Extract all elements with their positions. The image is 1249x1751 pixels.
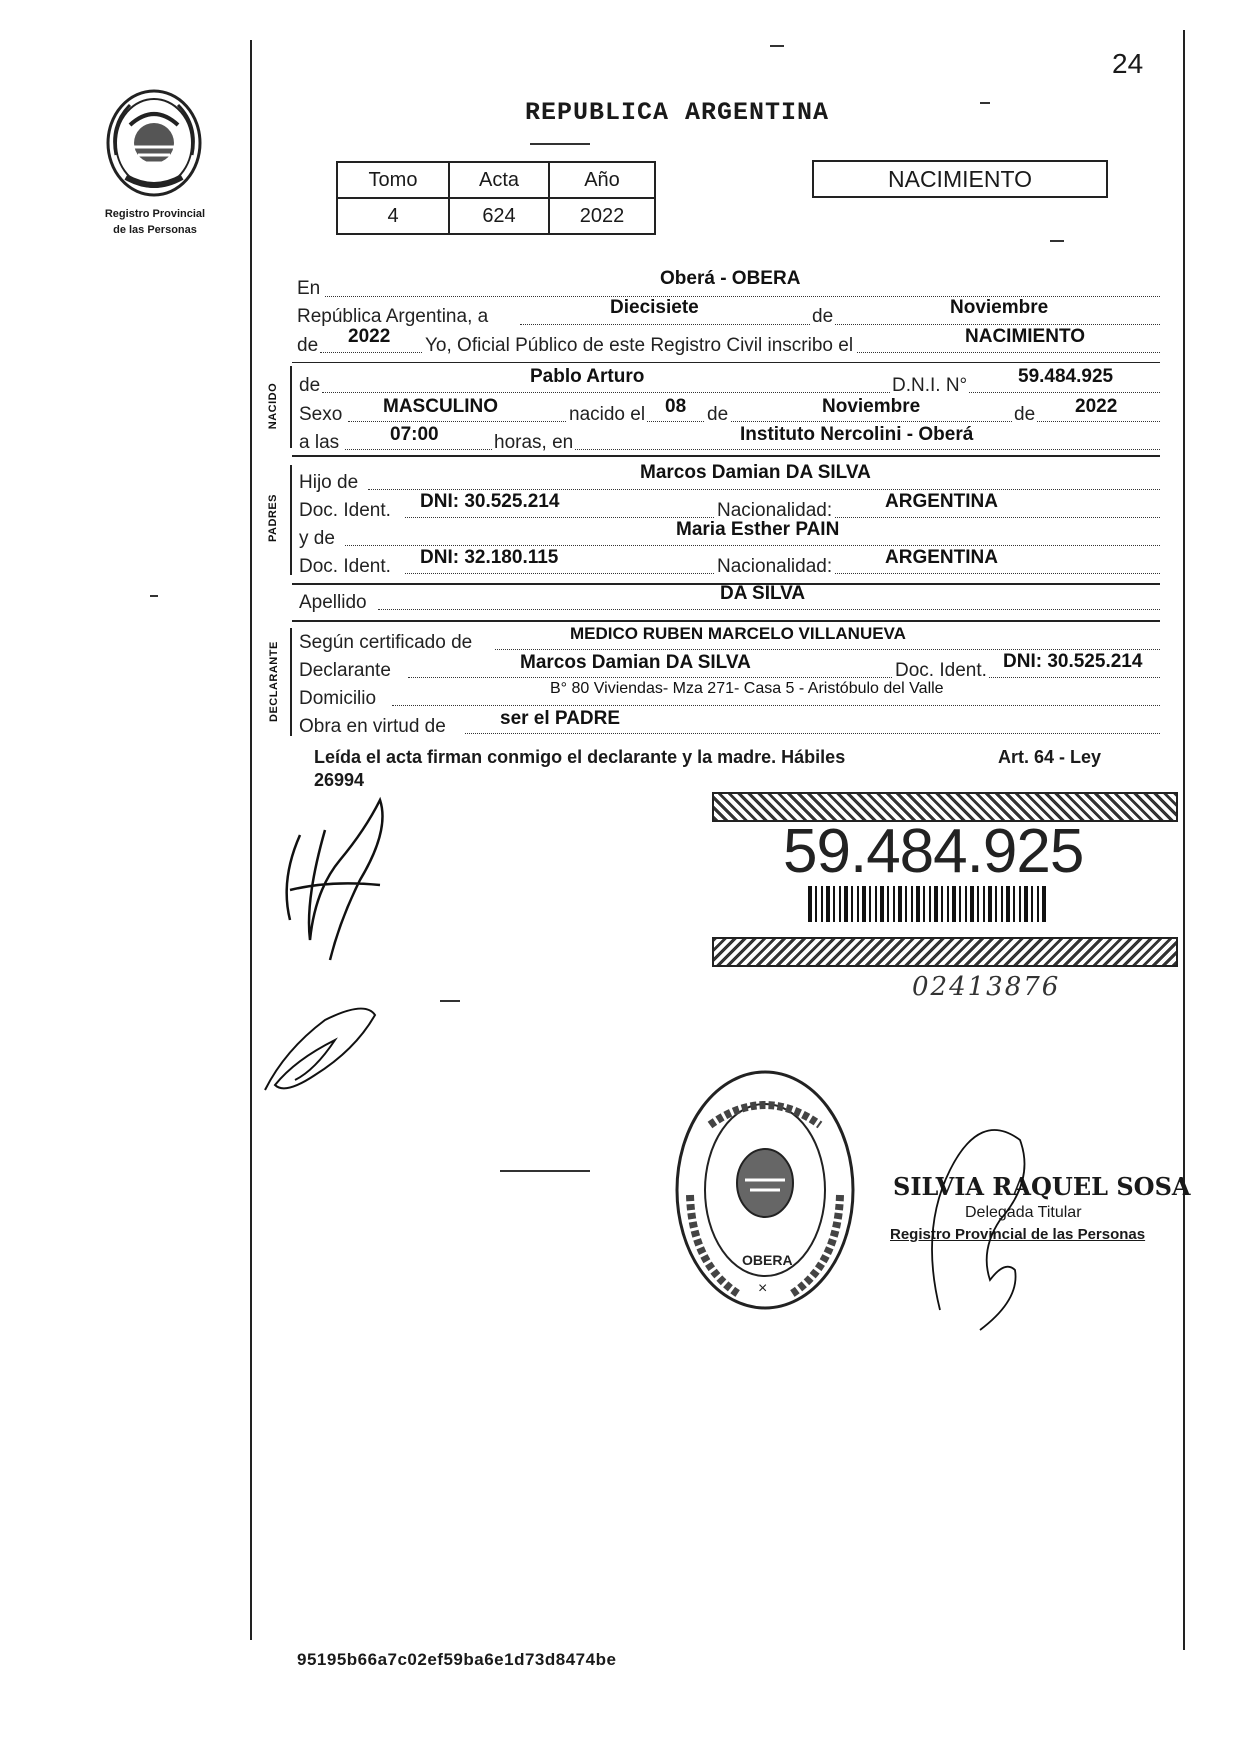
dotted-line bbox=[408, 677, 1160, 678]
day-words-value: Diecisiete bbox=[610, 297, 699, 318]
padres-section-label: PADRES bbox=[267, 493, 279, 543]
horas-label: horas, en bbox=[494, 432, 574, 453]
province-logo bbox=[100, 85, 208, 197]
a-las-label: a las bbox=[299, 432, 340, 453]
father-nationality-value: ARGENTINA bbox=[885, 491, 998, 512]
obra-label: Obra en virtud de bbox=[299, 716, 446, 737]
dotted-line bbox=[392, 705, 1160, 706]
scan-mark bbox=[500, 1170, 590, 1172]
place-value: Oberá - OBERA bbox=[660, 268, 801, 289]
nacido-de-2-label: de bbox=[707, 404, 729, 425]
nacido-de-3-label: de bbox=[1014, 404, 1036, 425]
nacido-bracket bbox=[290, 366, 292, 448]
seal-city-text: OBERA bbox=[742, 1252, 793, 1268]
header-acta: Acta bbox=[449, 162, 549, 198]
act-type-label: NACIMIENTO bbox=[888, 166, 1032, 192]
declarante-label: Declarante bbox=[299, 660, 391, 681]
dotted-line bbox=[322, 392, 1160, 393]
logo-caption-2: de las Personas bbox=[113, 224, 197, 236]
signature-declarante bbox=[270, 790, 410, 980]
act-kind-value: NACIMIENTO bbox=[965, 326, 1085, 347]
birth-time-value: 07:00 bbox=[390, 424, 439, 445]
value-tomo: 4 bbox=[337, 198, 449, 234]
apellido-value: DA SILVA bbox=[720, 583, 806, 604]
child-dni-value: 59.484.925 bbox=[1018, 366, 1114, 387]
header-tomo: Tomo bbox=[337, 162, 449, 198]
declarante-doc-value: DNI: 30.525.214 bbox=[1003, 651, 1143, 672]
scan-mark bbox=[1050, 240, 1064, 242]
scan-mark bbox=[530, 143, 590, 145]
official-seal bbox=[670, 1065, 860, 1315]
document-hash: 95195b66a7c02ef59ba6e1d73d8474be bbox=[297, 1650, 617, 1669]
country-title: REPUBLICA ARGENTINA bbox=[525, 98, 830, 127]
nacido-de-label: de bbox=[299, 375, 321, 396]
father-doc-value: DNI: 30.525.214 bbox=[420, 491, 560, 512]
en-label: En bbox=[297, 278, 321, 299]
father-doc-label: Doc. Ident. bbox=[299, 500, 391, 521]
birth-place-value: Instituto Nercolini - Oberá bbox=[740, 424, 974, 445]
dotted-line bbox=[495, 649, 1160, 650]
value-acta: 624 bbox=[449, 198, 549, 234]
dotted-line bbox=[348, 421, 1160, 422]
header-ano: Año bbox=[549, 162, 655, 198]
closing-line: Leída el acta firman conmigo el declarante y la madre. Hábiles bbox=[314, 747, 846, 767]
sexo-value: MASCULINO bbox=[383, 396, 499, 417]
signature-madre bbox=[255, 1000, 395, 1100]
statement-text: Yo, Oficial Público de este Registro Civil inscribo el bbox=[422, 335, 856, 357]
dotted-line bbox=[368, 489, 1160, 490]
page-number: 24 bbox=[1112, 48, 1144, 79]
mother-name-value: Maria Esther PAIN bbox=[676, 519, 840, 540]
father-name-value: Marcos Damian DA SILVA bbox=[640, 462, 871, 483]
section-divider bbox=[292, 362, 1160, 363]
apellido-label: Apellido bbox=[299, 592, 367, 613]
mother-doc-label: Doc. Ident. bbox=[299, 556, 391, 577]
scan-mark bbox=[150, 595, 158, 597]
scan-mark bbox=[980, 102, 990, 104]
birth-year-value: 2022 bbox=[1075, 396, 1118, 417]
child-name-value: Pablo Arturo bbox=[530, 366, 645, 387]
mother-nationality-value: ARGENTINA bbox=[885, 547, 998, 568]
de-label: de bbox=[812, 306, 834, 327]
closing-law: 26994 bbox=[314, 770, 365, 790]
dotted-line bbox=[520, 324, 1160, 325]
official-title: Delegada Titular bbox=[965, 1204, 1082, 1221]
dotted-line bbox=[465, 733, 1160, 734]
dotted-line bbox=[345, 545, 1160, 546]
logo-caption-1: Registro Provincial bbox=[104, 208, 206, 220]
de2-label: de bbox=[297, 335, 319, 356]
security-band-bottom bbox=[712, 937, 1178, 967]
section-divider bbox=[292, 620, 1160, 622]
value-ano: 2022 bbox=[549, 198, 655, 234]
right-margin-line bbox=[1183, 30, 1185, 1650]
barcode-number: 59.484.925 bbox=[783, 817, 1084, 886]
declarante-bracket bbox=[290, 628, 292, 736]
act-type-box bbox=[812, 160, 1108, 198]
republic-label: República Argentina, a bbox=[297, 306, 489, 327]
birth-day-value: 08 bbox=[665, 396, 687, 417]
declarante-name-value: Marcos Damian DA SILVA bbox=[520, 652, 751, 673]
scan-mark bbox=[440, 1000, 460, 1002]
handwritten-code: 02413876 bbox=[912, 972, 1061, 1002]
signature-official bbox=[920, 1110, 1040, 1340]
month-value: Noviembre bbox=[950, 297, 1049, 318]
sexo-label: Sexo bbox=[299, 404, 343, 425]
mother-nationality-label: Nacionalidad: bbox=[717, 556, 833, 577]
section-divider bbox=[292, 455, 1160, 457]
official-office: Registro Provincial de las Personas bbox=[890, 1226, 1146, 1243]
dotted-line bbox=[345, 449, 1160, 450]
y-de-label: y de bbox=[299, 528, 335, 549]
act-reference-table bbox=[336, 161, 656, 235]
domicilio-label: Domicilio bbox=[299, 688, 377, 709]
dni-label: D.N.I. N° bbox=[892, 375, 968, 396]
svg-text:×: × bbox=[758, 1280, 768, 1297]
shield-emblem-icon bbox=[100, 85, 208, 197]
cert-label: Según certificado de bbox=[299, 632, 473, 653]
padres-bracket bbox=[290, 465, 292, 575]
role-value: ser el PADRE bbox=[500, 708, 621, 729]
hijo-de-label: Hijo de bbox=[299, 472, 359, 493]
scan-mark bbox=[770, 45, 784, 47]
dotted-line bbox=[378, 609, 1160, 610]
nacido-el-label: nacido el bbox=[569, 404, 646, 425]
closing-article: Art. 64 - Ley bbox=[998, 747, 1102, 767]
declarante-section-label: DECLARANTE bbox=[268, 641, 280, 722]
nacido-section-label: NACIDO bbox=[267, 382, 279, 430]
barcode-bars bbox=[808, 886, 1048, 922]
official-name: SILVIA RAQUEL SOSA bbox=[893, 1172, 1191, 1201]
birth-month-value: Noviembre bbox=[822, 396, 921, 417]
cert-value: MEDICO RUBEN MARCELO VILLANUEVA bbox=[570, 624, 906, 643]
mother-doc-value: DNI: 32.180.115 bbox=[420, 547, 559, 568]
father-nationality-label: Nacionalidad: bbox=[717, 500, 833, 521]
left-margin-line bbox=[250, 40, 252, 1640]
address-value: B° 80 Viviendas- Mza 271- Casa 5 - Aristóbulo del Valle bbox=[550, 680, 944, 697]
year-value: 2022 bbox=[348, 326, 391, 347]
declarante-doc-label: Doc. Ident. bbox=[895, 660, 987, 681]
